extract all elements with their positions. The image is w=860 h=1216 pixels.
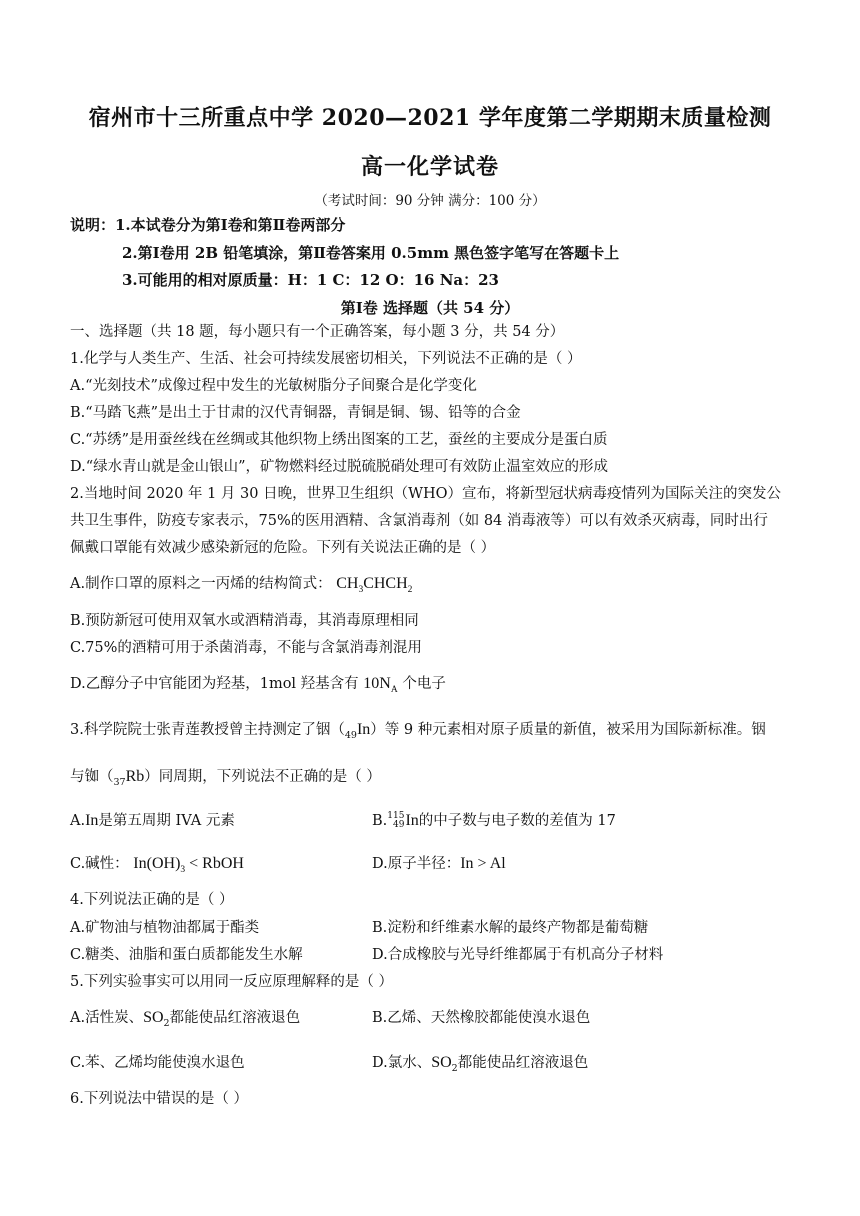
note-2: 2.第Ⅰ卷用 2B 铅笔填涂，第Ⅱ卷答案用 0.5mm 黑色签字笔写在答题卡上 xyxy=(122,244,620,262)
q2-option-d-tail: 个电子 xyxy=(402,676,446,692)
q2-option-b: B.预防新冠可使用双氧水或酒精消毒，其消毒原理相同 xyxy=(70,613,419,629)
q3-option-d: D.原子半径：In > Al xyxy=(372,855,506,872)
q2-option-d xyxy=(70,674,446,700)
q3-option-a: A.In是第五周期 IVA 元素 xyxy=(70,812,235,829)
q4-stem: 4.下列说法正确的是（ ） xyxy=(70,892,234,908)
q5-option-d: D.氯水、$SO_2$都能使品红溶液退色 xyxy=(372,1054,589,1074)
section-intro: 一、选择题（共 18 题，每小题只有一个正确答案，每小题 3 分，共 54 分） xyxy=(70,324,565,340)
exam-info: （考试时间：90 分钟 满分：100 分） xyxy=(314,193,546,209)
propene-formula: $CH_3CHCH_2$ xyxy=(336,575,413,596)
q2-option-d-text: D.乙醇分子中官能团为羟基，1mol 羟基含有 xyxy=(70,676,359,692)
q4-option-b: B.淀粉和纤维素水解的最终产物都是葡萄糖 xyxy=(372,920,649,936)
q4-option-a: A.矿物油与植物油都属于酯类 xyxy=(70,920,260,936)
exam-subtitle: 高一化学试卷 xyxy=(360,154,499,180)
basicity-formula: $In(OH)_3$ < RbOH xyxy=(133,855,244,876)
q3-stem-line1: 3.科学院院士张青莲教授曾主持测定了铟$(_{49}In)$等 9 种元素相对原子质量的新值，被采用为国际新标准。铟 xyxy=(70,721,766,741)
q3-stem-line2: 与铷$(_{37}Rb)$同周期，下列说法不正确的是（ ） xyxy=(70,768,381,788)
q2-option-a xyxy=(70,574,412,600)
q2-stem-line1: 2.当地时间 2020 年 1 月 30 日晚，世界卫生组织（WHO）宣布，将新型冠状病毒疫情列为国际关注的突发公 xyxy=(70,486,781,502)
q5-option-b: B.乙烯、天然橡胶都能使溴水退色 xyxy=(372,1010,591,1026)
q5-stem: 5.下列实验事实可以用同一反应原理解释的是（ ） xyxy=(70,974,393,990)
q4-option-c: C.糖类、油脂和蛋白质都能发生水解 xyxy=(70,947,303,963)
q1-stem: 1.化学与人类生产、生活、社会可持续发展密切相关，下列说法不正确的是（ ） xyxy=(70,351,582,367)
q1-option-a: A.“光刻技术”成像过程中发生的光敏树脂分子间聚合是化学变化 xyxy=(70,378,477,394)
note-1: 说明：1.本试卷分为第Ⅰ卷和第Ⅱ卷两部分 xyxy=(70,216,346,234)
indium-isotope-notation: 115 49 xyxy=(387,811,405,830)
q1-option-b: B.“马踏飞燕”是出土于甘肃的汉代青铜器，青铜是铜、锡、铅等的合金 xyxy=(70,405,521,421)
q3-option-c: C.碱性： $In(OH)_3$ < RbOH xyxy=(70,855,244,876)
q5-option-a: A.活性炭、$SO_2$都能使品红溶液退色 xyxy=(70,1009,301,1029)
q2-stem-line2: 共卫生事件，防疫专家表示，75%的医用酒精、含氯消毒剂（如 84 消毒液等）可以有效杀灭病毒，同时出行 xyxy=(70,513,768,529)
q2-option-c: C.75%的酒精可用于杀菌消毒，不能与含氯消毒剂混用 xyxy=(70,640,422,656)
q5-option-c: C.苯、乙烯均能使溴水退色 xyxy=(70,1055,245,1071)
q2-option-a-text: A.制作口罩的原料之一丙烯的结构简式： xyxy=(70,576,332,592)
note-3: 3.可能用的相对原质量：H：1 C：12 O：16 Na：23 xyxy=(122,271,499,289)
q4-option-d: D.合成橡胶与光导纤维都属于有机高分子材料 xyxy=(372,947,664,963)
q1-option-d: D.“绿水青山就是金山银山”，矿物燃料经过脱硫脱硝处理可有效防止温室效应的形成 xyxy=(70,459,609,475)
electron-count-formula: $10N_A$ xyxy=(363,675,398,696)
q3-option-b: B.115 49In的中子数与电子数的差值为 17 xyxy=(372,811,616,830)
section-heading: 第Ⅰ卷 选择题（共 54 分） xyxy=(340,299,520,317)
exam-title: 宿州市十三所重点中学 2020—2021 学年度第二学期期末质量检测 xyxy=(88,105,772,131)
q6-stem: 6.下列说法中错误的是（ ） xyxy=(70,1091,248,1107)
q1-option-c: C.“苏绣”是用蚕丝线在丝绸或其他织物上绣出图案的工艺，蚕丝的主要成分是蛋白质 xyxy=(70,432,608,448)
q2-stem-line3: 佩戴口罩能有效减少感染新冠的危险。下列有关说法正确的是（ ） xyxy=(70,540,496,556)
